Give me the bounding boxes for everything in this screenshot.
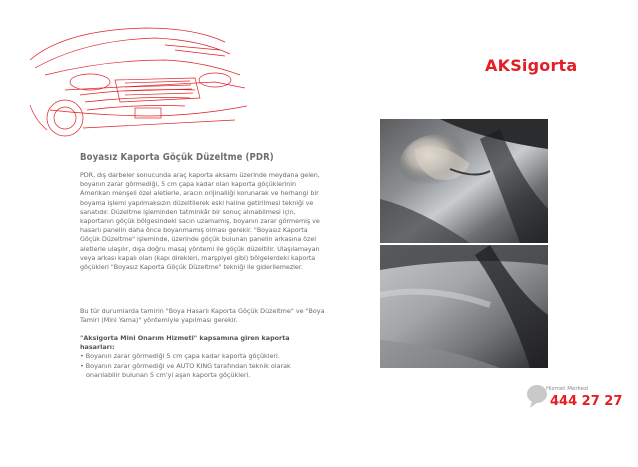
service-scope-list: [80, 334, 325, 380]
service-center-phone[interactable]: 444 27 27: [550, 394, 623, 409]
photo-dented-panel-graphic: [380, 119, 548, 243]
list-item: • Boyanın zarar görmediği 5 cm çapa kadar kaporta göçükleri.: [80, 352, 280, 361]
body-paragraph-1: [80, 171, 320, 272]
photo-repaired-panel-graphic: [380, 245, 548, 368]
page-title: Boyasız Kaporta Göçük Düzeltme (PDR): [80, 152, 274, 163]
service-center-contact: [526, 384, 623, 414]
paragraph-1-text: PDR, dış darbeler sonucunda araç kaporta aksamı üzerinde meydana gelen, boyanın zarar görmediği, 5 cm çapa kadar olan kaporta göçüklerinin Amerikan menşeli özel aletlerle, aracın orijinalliği korunarak ve herhangi bir boyama işlemi yapılmaksızın düzeltilerek eski haline getirilmesi tekniği ve sanatıdır. Düzeltme işleminden tatminkâr bir sonuç alınabilmesi için, kaportanın göçük bölgesindeki sacın uzamamış, boyanın zarar görmemiş ve hasarlı panelin daha önce boyanmamış olması gerekir. "Boyasız Kaporta Göçük Düzeltme" işleminde, üzerinde göçük bulunan panelin arkasına özel aletlerle ulaşılır, dışa doğru masaj yöntemi ile göçük düzeltilir. Ulaşılamayan veya arkası kapalı olan (kapı direkleri, marşpiyel gibi) bölgelerdeki kaporta göçükleri "Boyasız Kaporta Göçük Düzeltme" tekniği ile giderilemezler.: [80, 171, 320, 272]
logo-part-ak: AK: [485, 56, 511, 75]
car-sketch-illustration: [25, 20, 255, 140]
list-item: onarılabilir bulunan 5 cm'yi aşan kaporta göçükleri.: [86, 370, 251, 379]
logo-part-sigorta: Sigorta: [510, 56, 578, 75]
service-scope-heading: "Aksigorta Mini Onarım Hizmeti" kapsamına giren kaporta hasarları:: [80, 334, 290, 352]
photo-repaired-panel: [380, 245, 548, 368]
aksigorta-logo: [485, 56, 577, 75]
list-item: • Boyanın zarar görmediği ve AUTO KING tarafından teknik olarak: [80, 361, 291, 370]
service-center-label: Hizmet Merkezi: [546, 386, 589, 392]
photo-dented-panel: [380, 119, 548, 243]
speech-bubble-icon: [526, 384, 548, 410]
body-paragraph-2: [80, 307, 325, 325]
paragraph-2-text: Bu tür durumlarda tamirin "Boya Hasarlı Kaporta Göçük Düzeltme" ve "Boya Tamiri (Mini Yama)" yöntemiyle yapılması gerekir.: [80, 307, 325, 325]
